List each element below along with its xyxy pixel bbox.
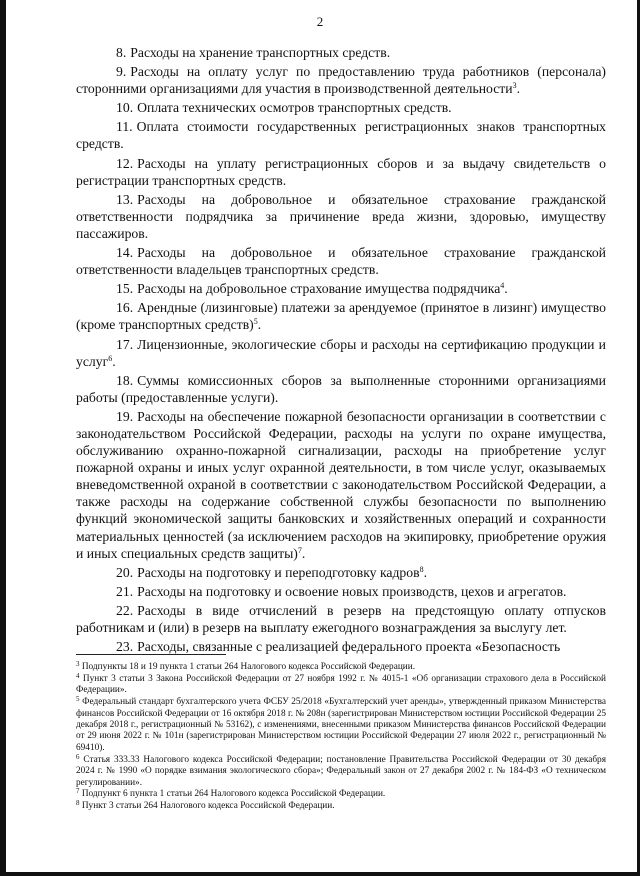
paragraph-18: 18. Суммы комиссионных сборов за выполненные сторонними организациями работы (предоставленные услуги). — [76, 372, 606, 405]
paragraph-11: 11. Оплата стоимости государственных регистрационных знаков транспортных средств. — [76, 119, 606, 152]
scan-edge-bottom — [0, 872, 640, 876]
paragraph-13: 13. Расходы на добровольное и обязательное страхование гражданской ответственности подрядчика за причинение вреда жизни, здоровью, имуществу пассажиров. — [76, 191, 606, 241]
footnote-4: $^4$ Пункт 3 статьи 3 Закона Российской Федерации от 27 ноября 1992 г. № 4015-1 «Об организации страхового дела в Российской Федерации». — [76, 671, 606, 696]
footnote-ref: 6 — [108, 353, 113, 363]
paragraph-8: 8. Расходы на хранение транспортных средств. — [116, 45, 391, 60]
paragraph-15: 15. Расходы на добровольное страхование имущества подрядчика$^4$. — [116, 281, 508, 297]
footnote-3: $^3$ Подпункты 18 и 19 пункта 1 статьи 264 Налогового кодекса Российской Федерации. — [76, 660, 416, 672]
footnotes — [76, 662, 606, 813]
body-text — [76, 44, 606, 657]
paragraph-14: 14. Расходы на добровольное и обязательное страхование гражданской ответственности владельцев транспортных средств. — [76, 245, 606, 278]
paragraph-21: 21. Расходы на подготовку и освоение новых производств, цехов и агрегатов. — [116, 583, 567, 599]
paragraph-9: 9. Расходы на оплату услуг по предоставлению труда работников (персонала) сторонними организациями для участия в производственной деятельности$^3$. — [76, 64, 606, 97]
footnote-5: $^5$ Федеральный стандарт бухгалтерского учета ФСБУ 25/2018 «Бухгалтерский учет аренды», утвержденный приказом Министерства финансов Российской Федерации от 16 октября 2018 г. № 208н (зарегистрирован Министерством юстиции Российской Федерации 25 декабря 2018 г., регистрационный № 53162), с изменениями, внесенными приказом Министерства финансов Российской Федерации от 29 июня 2022 г. № 101н (зарегистрирован Министерством юстиции Российской Федерации 27 июля 2022 г., регистрационный № 69410). — [76, 695, 607, 753]
footnote-8: $^8$ Пункт 3 статьи 264 Налогового кодекса Российской Федерации. — [76, 799, 335, 812]
footnote-separator — [76, 654, 226, 655]
paragraph-20: 20. Расходы на подготовку и переподготовку кадров$^8$. — [116, 564, 427, 580]
footnote-ref: 3 — [512, 81, 517, 91]
scan-edge-left — [0, 0, 6, 876]
footnote-6: $^6$ Статья 333.33 Налогового кодекса Российской Федерации; постановление Правительства Российской Федерации от 30 декабря 2024 г. № 1990 «О порядке взимания экологического сбора»; Федеральный закон от 27 декабря 2002 г. № 184-ФЗ «О техническом регулировании». — [76, 752, 606, 788]
footnote-ref: 8 — [419, 564, 424, 574]
paragraph-12: 12. Расходы на уплату регистрационных сборов и за выдачу свидетельств о регистрации транспортных средств. — [76, 155, 606, 188]
footnote-ref: 5 — [253, 317, 258, 327]
paragraph-16: 16. Арендные (лизинговые) платежи за арендуемое (принятое в лизинг) имущество (кроме транспортных средств)$^5$. — [76, 300, 606, 333]
paragraph-19: 19. Расходы на обеспечение пожарной безопасности организации в соответствии с законодательством Российской Федерации, расходы на услуги по охране имущества, обслуживанию охранно-пожарной сигнализации, расходы на приобретение услуг пожарной охраны и иных услуг охранной деятельности, в том числе услуг, оказываемых вневедомственной охраной в соответствии с законодательством Российской Федерации, а также расходы на содержание собственной службы безопасности по выполнению функций экономической защиты банковских и хозяйственных операций и сохранности материальных ценностей (за исключением расходов на экипировку, приобретение оружия и иных специальных средств защиты)$^7$. — [76, 408, 606, 561]
footnote-7: $^7$ Подпункт 6 пункта 1 статьи 264 Налогового кодекса Российской Федерации. — [76, 787, 386, 800]
paragraph-22: 22. Расходы в виде отчислений в резерв на предстоящую оплату отпусков работникам и (или) в резерв на выплату ежегодного вознаграждения за выслугу лет. — [76, 602, 606, 635]
footnote-ref: 4 — [500, 281, 505, 291]
paragraph-10: 10. Оплата технических осмотров транспортных средств. — [116, 100, 452, 116]
paragraph-17: 17. Лицензионные, экологические сборы и расходы на сертификацию продукции и услуг$^6$. — [76, 336, 606, 369]
page-number: 2 — [316, 14, 324, 29]
paragraph-23: 23. Расходы, связанные с реализацией федерального проекта «Безопасность — [116, 639, 561, 655]
footnote-ref: 7 — [297, 545, 302, 555]
